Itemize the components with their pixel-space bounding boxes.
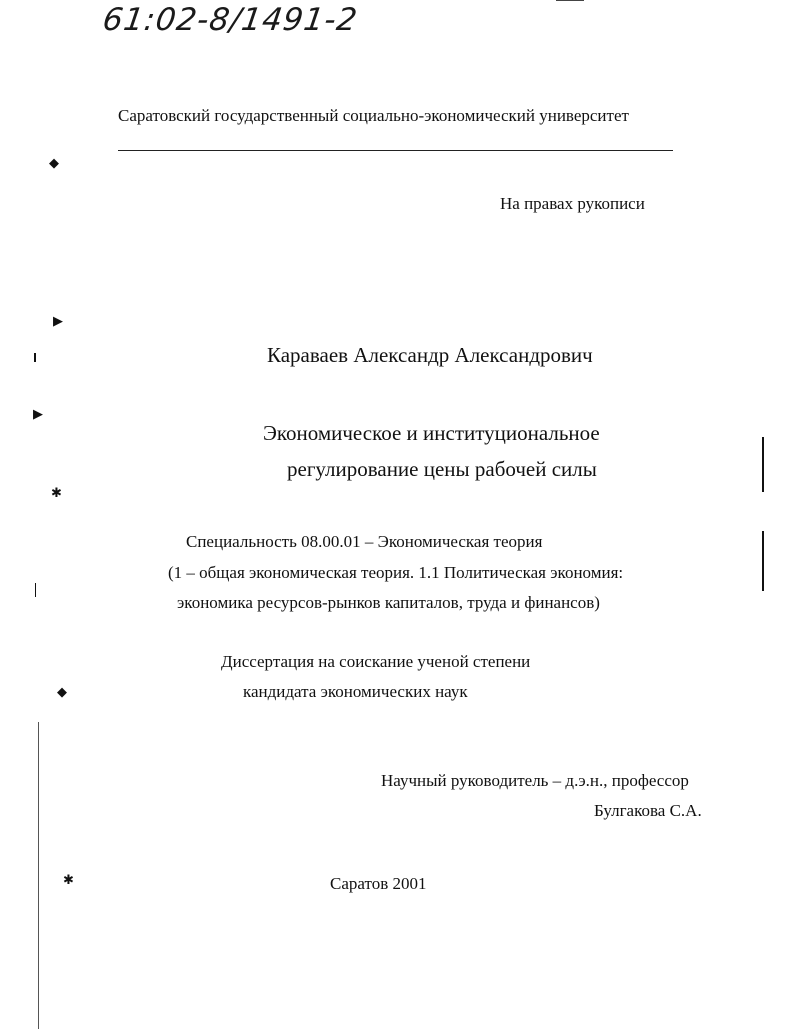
scan-speck: ◆ [49, 156, 59, 171]
scan-edge-line [38, 722, 39, 1029]
header-rule [118, 150, 673, 151]
scan-speck: ✱ [51, 486, 62, 501]
handwritten-archive-code: 61:02-8/1491-2 [100, 2, 361, 38]
degree-line-1: Диссертация на соискание ученой степени [221, 652, 531, 671]
specialty-line-1: Специальность 08.00.01 – Экономическая теория [186, 532, 543, 551]
scan-speck [35, 583, 36, 597]
supervisor-name: Булгакова С.А. [594, 801, 702, 820]
specialty-line-2: (1 – общая экономическая теория. 1.1 Политическая экономия: [168, 563, 624, 582]
supervisor-title: Научный руководитель – д.э.н., профессор [381, 771, 689, 790]
scan-speck: ✱ [63, 873, 74, 888]
scan-speck: ▶ [33, 407, 43, 422]
university-name: Саратовский государственный социально-экономический университет [118, 106, 629, 125]
specialty-line-3: экономика ресурсов-рынков капиталов, труда и финансов) [177, 593, 600, 612]
scan-speck: ▶ [53, 314, 63, 329]
degree-line-2: кандидата экономических наук [243, 682, 468, 701]
scan-edge-line [762, 531, 764, 591]
scan-edge-line [762, 437, 764, 492]
author-name: Караваев Александр Александрович [267, 343, 593, 367]
manuscript-rights: На правах рукописи [500, 194, 645, 213]
city-year: Саратов 2001 [330, 874, 427, 893]
scan-artifact-line [556, 0, 584, 1]
scan-speck: ◆ [57, 685, 67, 700]
thesis-title-line-1: Экономическое и институциональное [263, 421, 600, 445]
scan-speck [34, 353, 36, 362]
thesis-title-line-2: регулирование цены рабочей силы [287, 457, 597, 481]
